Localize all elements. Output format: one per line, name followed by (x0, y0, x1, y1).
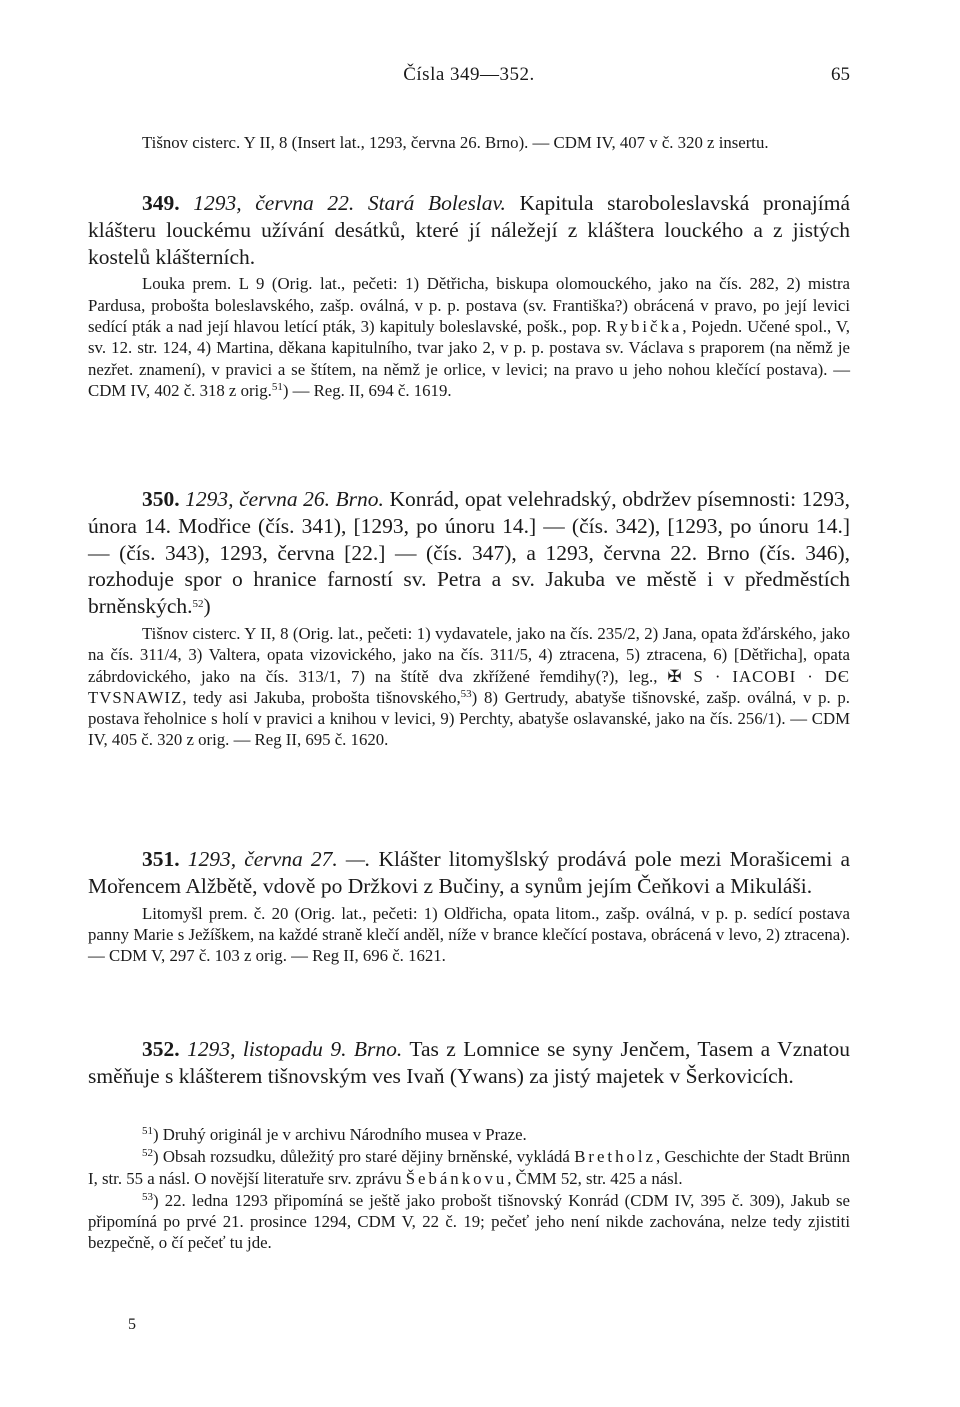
source-text: , tedy asi Jakuba, probošta tišnovského, (182, 687, 461, 707)
source-text: ) — Reg. II, 694 č. 1619. (282, 380, 452, 400)
footnote-text: ) 22. ledna 1293 připomíná se ještě jako probošt tišnovský Konrád (CDM IV, 395 č. 309), Jakub se připomíná po prvé 21. prosince 1294, CDM V, 22 č. 19; pečeť jeho není nikde zachována, nelze tedy zjistiti bezpečně, o čí pečeť tu jde. (88, 1190, 850, 1253)
entry-352-regest (88, 1036, 850, 1090)
footnote-mark: 53 (142, 1190, 153, 1203)
footnote-text: , ČMM 52, str. 425 a násl. (507, 1168, 683, 1188)
entry-350 (88, 486, 850, 751)
entry-date: 1293, června 27. —. (187, 847, 371, 871)
footnote-ref: 52 (192, 598, 204, 611)
footnotes (88, 1124, 850, 1254)
entry-349 (88, 190, 850, 401)
running-title: Čísla 349—352. (403, 64, 535, 85)
source-text: Litomyšl prem. č. 20 (Orig. lat., pečeti: 1) Oldřicha, opata litom., zašp. oválná, v p. p. sedící postava panny Marie s Ježíškem, na každé straně klečí anděl, níže v brance klečící postava, obrácená v levo, 2) ztracena). — CDM V, 297 č. 103 z orig. — Reg II, 696 č. 1621. (88, 903, 850, 966)
entry-349-regest (88, 190, 850, 270)
entry-349-source (88, 273, 850, 401)
intro-source-text: Tišnov cisterc. Y II, 8 (Insert lat., 1293, června 26. Brno). — CDM IV, 407 v č. 320 z insertu. (142, 133, 769, 152)
footnote-51 (88, 1124, 850, 1145)
entry-number: 349. (142, 191, 180, 215)
entry-date: 1293, června 22. Stará Boleslav. (193, 191, 506, 215)
source-text: ) 8) Gertrudy, abatyše tišnovské, zašp. oválná, v p. p. postava řeholnice s holí v pravici a knihou v levici, 9) Perchty, abatyše oslavanské, jako na čís. 256/1). — CDM IV, 405 č. 320 z orig. — Reg II, 695 č. 1620. (88, 687, 850, 750)
entry-352 (88, 1036, 850, 1090)
footnote-mark: 51 (142, 1125, 153, 1137)
author-name: Bretholz (574, 1147, 656, 1167)
source-text: Tišnov cisterc. Y II, 8 (Orig. lat., pečeti: 1) vydavatele, jako na čís. 235/2, 2) Jana, opata žďárského, jako na čís. 311/4, 3) Valtera, opata vizovického, jako na čís. 311/5, 4) ztracena, 5) ztracena, 6) [Dětřicha], opata zábrdovického, jako na čís. 313/1, 7) na štítě dva zkřížené řemdihy(?), leg., (88, 623, 850, 686)
entry-351-regest (88, 846, 850, 900)
footnote-text: ) Druhý originál je v archivu Národního musea v Praze. (153, 1125, 527, 1144)
regest-text: Tas z Lomnice se syny Jenčem, Tasem a Vznatou směňuje s klášterem tišnovským ves Ivaň (Ywans) za jistý majetek v Šerkovicích. (88, 1037, 851, 1088)
printer-signature: 5 (128, 1316, 136, 1333)
entry-number: 350. (142, 487, 180, 511)
footnote-ref: 51 (271, 380, 283, 393)
seal-legend: ✠ S · IACOBI · DЄ TVSNAWIZ (88, 666, 850, 707)
source-text: , Pojedn. Učené spol., V, sv. 12. str. 124, 4) Martina, děkana kapitulního, tvar jako 2, v p. p. postava sv. Václava s praporem (na němž je nezřet. znamení), v pravici a se štítem, na němž je orlice, v levici; na pravo u jeho nohou klečící postava). — CDM IV, 402 č. 318 z orig. (88, 316, 850, 400)
footnote-text: ) Obsah rozsudku, důležitý pro staré dějiny brněnské, vykládá (153, 1147, 570, 1167)
author-name: Šebánkovu (405, 1168, 508, 1188)
footnote-ref: 53 (460, 687, 472, 700)
entry-date: 1293, června 26. Brno. (185, 487, 384, 511)
footnote-52 (88, 1146, 850, 1189)
entry-350-regest: 350. 1293, června 26. Brno. Konrád, opat velehradský, obdržev písemnosti: 1293, února 14. Modřice (čís. 341), [1293, po únoru 14.] — (čís. 342), [1293, po únoru 14.] — (čís. 343), 1293, června [22.] — (čís. 347), a 1293, června 22. Brno (čís. 346), rozhoduje spor o hranice farností sv. Petra a sv. Jakuba ve městě i v předměstích brněnských.$^{52}$) (88, 487, 851, 619)
intro-source-note (88, 132, 850, 153)
entry-date: 1293, listopadu 9. Brno. (187, 1037, 403, 1061)
regest-text: Konrád, opat velehradský, obdržev písemnosti: 1293, února 14. Modřice (čís. 341), [1293, po únoru 14.] — (čís. 342), [1293, po únoru 14.] — (čís. 343), 1293, června [22.] — (čís. 347), a 1293, června 22. Brno (čís. 346), rozhoduje spor o hranice farností sv. Petra a sv. Jakuba ve městě i v předměstích brněnských. (88, 487, 851, 619)
entry-351 (88, 846, 850, 966)
regest-text: Kapitula staroboleslavská pronajímá klášteru louckému užívání desátků, které jí náležejí z kláštera louckého a z jistých kostelů klášterních. (88, 191, 851, 269)
footnote-53 (88, 1190, 850, 1254)
author-name: Rybička (606, 316, 683, 336)
entry-number: 351. (142, 847, 180, 871)
entry-number: 352. (142, 1037, 180, 1061)
source-text: Louka prem. L 9 (Orig. lat., pečeti: 1) Dětřicha, biskupa olomouckého, jako na čís. 282, 2) mistra Pardusa, probošta boleslavského, zašp. oválná, v p. p. postava (sv. Františka?) obrácená v pravo, po její levici sedící pták a nad její hlavou letící pták, 3) kapituly boleslavské, pošk., pop. (88, 274, 850, 336)
running-head (88, 64, 850, 90)
footnote-text: , Geschichte der Stadt Brünn I, str. 55 a násl. O novější literatuře srv. zprávu (88, 1147, 850, 1188)
page-number: 65 (831, 64, 850, 85)
regest-text: Klášter litomyšlský prodává pole mezi Morašicemi a Mořencem Alžbětě, vdově po Držkovi z Bučiny, a synům jejím Čeňkovi a Mikuláši. (88, 847, 851, 898)
entry-350-source (88, 623, 850, 751)
entry-351-source (88, 903, 850, 967)
footnote-mark: 52 (142, 1147, 153, 1160)
